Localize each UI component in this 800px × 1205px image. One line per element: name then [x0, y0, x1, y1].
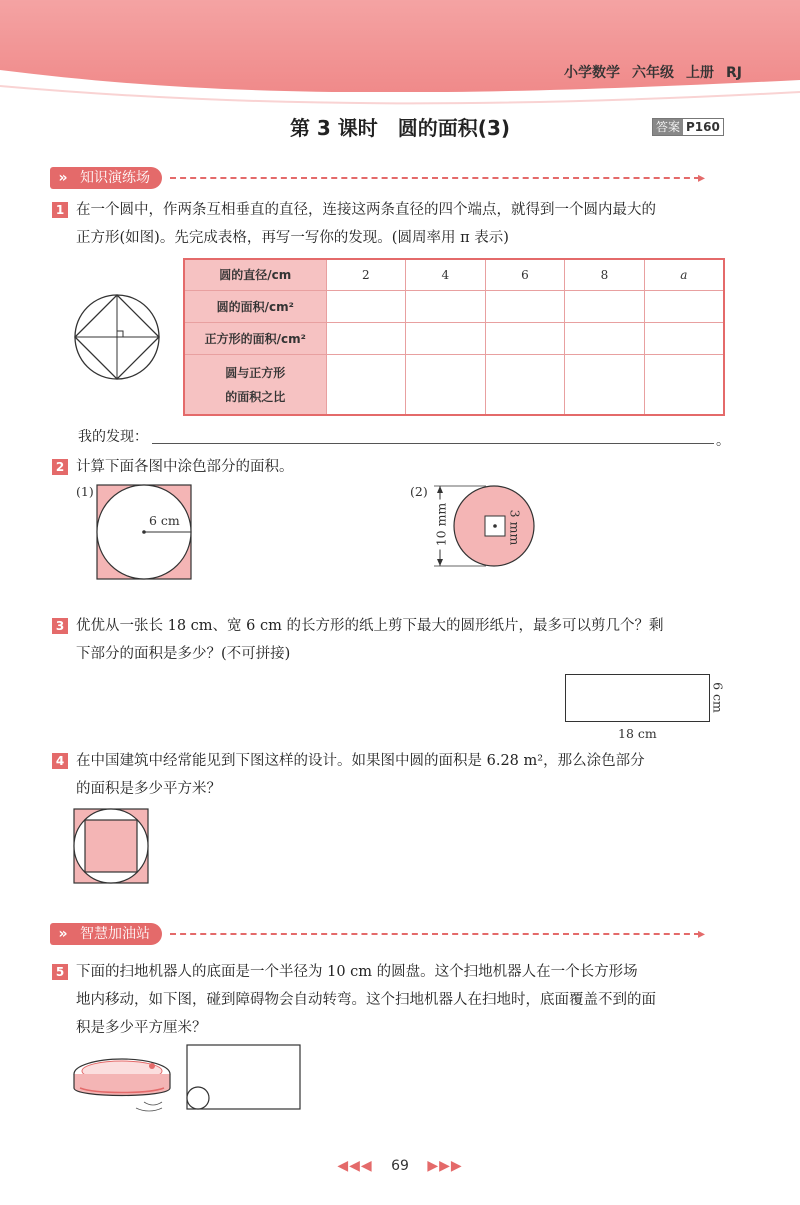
rectangular-field-figure	[186, 1044, 302, 1112]
question-5-line-2: 地内移动，如下图，碰到障碍物会自动转弯。这个扫地机器人在扫地时，底面覆盖不到的面	[76, 992, 656, 1008]
ratio-header-line-1: 圆与正方形	[225, 365, 286, 380]
question-4-text	[76, 747, 736, 803]
circle-square-figure	[70, 290, 165, 385]
rectangle-width: 6 cm	[710, 682, 726, 713]
section-title-challenge: 智慧加油站	[76, 923, 162, 945]
dashed-divider	[170, 933, 700, 935]
answer-cell[interactable]	[406, 322, 486, 354]
section-banner-challenge	[50, 922, 705, 946]
question-4-line-1: 在中国建筑中经常能见到下图这样的设计。如果图中圆的面积是 6.28 m²，那么涂色部分	[76, 753, 645, 769]
question-number-3: 3	[52, 618, 68, 634]
answer-reference	[652, 118, 724, 136]
arrow-badge-icon: »	[50, 167, 76, 189]
question-3-line-1: 优优从一张长 18 cm、宽 6 cm 的长方形的纸上剪下最大的圆形纸片，最多可以剪几个？剩	[76, 618, 664, 634]
question-3-text	[76, 612, 736, 668]
ratio-header-line-2: 的面积之比	[225, 389, 286, 404]
section-banner-practice	[50, 166, 705, 190]
answer-cell[interactable]	[326, 355, 406, 415]
section-title-practice: 知识演练场	[76, 167, 162, 189]
row-header-square-area: 正方形的面积/cm²	[184, 322, 326, 354]
rectangle-paper-figure	[565, 674, 710, 722]
discovery-label: 我的发现：	[78, 429, 148, 445]
row-header-ratio	[184, 355, 326, 415]
answer-label: 答案	[653, 119, 683, 135]
page-number: 69	[391, 1158, 409, 1174]
question-2-text: 计算下面各图中涂色部分的面积。	[76, 459, 294, 475]
answer-cell[interactable]	[406, 290, 486, 322]
book-info	[552, 62, 742, 82]
rectangle-length: 18 cm	[618, 726, 657, 741]
answer-cell[interactable]	[485, 322, 565, 354]
chevron-right-icon: ▸	[698, 170, 706, 186]
answer-cell[interactable]	[565, 322, 645, 354]
table-row	[184, 322, 724, 354]
arrow-badge-icon: »	[50, 923, 76, 945]
table-cell: 6	[485, 259, 565, 290]
figure-2-label: (2)	[410, 484, 428, 499]
question-number-1: 1	[52, 202, 68, 218]
answer-cell[interactable]	[406, 355, 486, 415]
discovery-answer-line[interactable]	[152, 443, 714, 444]
row-header-diameter: 圆的直径/cm	[184, 259, 326, 290]
page-title: 第 3 课时 圆的面积(3)	[289, 116, 511, 140]
figure-1-radius: 6 cm	[149, 513, 180, 528]
header-wave-decoration	[0, 0, 800, 110]
question-1-line-1: 在一个圆中，作两条互相垂直的直径，连接这两条直径的四个端点，就得到一个圆内最大的	[76, 202, 656, 218]
answer-cell[interactable]	[485, 290, 565, 322]
table-cell: a	[644, 259, 724, 290]
question-4-line-2: 的面积是多少平方米？	[76, 781, 221, 797]
table-cell: 4	[406, 259, 486, 290]
answer-cell[interactable]	[644, 355, 724, 415]
square-circle-square-figure	[73, 808, 149, 884]
row-header-circle-area: 圆的面积/cm²	[184, 290, 326, 322]
question-number-4: 4	[52, 753, 68, 769]
previous-arrows-icon: ◀◀◀	[337, 1158, 373, 1174]
table-cell: 8	[565, 259, 645, 290]
next-arrows-icon: ▶▶▶	[427, 1158, 463, 1174]
chevron-right-icon: ▸	[698, 926, 706, 942]
answer-cell[interactable]	[326, 290, 406, 322]
volume: 上册	[686, 65, 714, 81]
discovery-period: 。	[716, 433, 730, 449]
table-row	[184, 259, 724, 290]
subject: 小学数学	[564, 65, 620, 81]
shaded-square-circle-figure	[96, 484, 192, 580]
table-row	[184, 355, 724, 415]
page-navigation	[0, 1158, 800, 1174]
question-number-2: 2	[52, 459, 68, 475]
question-1-text	[76, 196, 736, 252]
table-row	[184, 290, 724, 322]
answer-cell[interactable]	[326, 322, 406, 354]
question-5-text	[76, 958, 736, 1042]
grade: 六年级	[632, 65, 674, 81]
answer-page: P160	[686, 120, 720, 134]
edition: RJ	[726, 65, 742, 81]
answer-cell[interactable]	[644, 290, 724, 322]
question-1-line-2: 正方形(如图)。先完成表格，再写一写你的发现。(圆周率用 π 表示)	[76, 230, 509, 246]
table-cell: 2	[326, 259, 406, 290]
answer-cell[interactable]	[644, 322, 724, 354]
area-table	[183, 258, 725, 416]
answer-cell[interactable]	[485, 355, 565, 415]
question-5-line-3: 积是多少平方厘米？	[76, 1020, 207, 1036]
answer-cell[interactable]	[565, 290, 645, 322]
question-number-5: 5	[52, 964, 68, 980]
robot-vacuum-icon	[66, 1046, 178, 1118]
question-5-line-1: 下面的扫地机器人的底面是一个半径为 10 cm 的圆盘。这个扫地机器人在一个长方形场	[76, 964, 638, 980]
figure-1-label: (1)	[76, 484, 94, 499]
answer-cell[interactable]	[565, 355, 645, 415]
figure-2-inner-dim: 3 mm	[507, 509, 523, 546]
figure-2-outer-dim: 10 mm	[434, 500, 449, 550]
question-3-line-2: 下部分的面积是多少？(不可拼接)	[76, 646, 291, 662]
dashed-divider	[170, 177, 700, 179]
